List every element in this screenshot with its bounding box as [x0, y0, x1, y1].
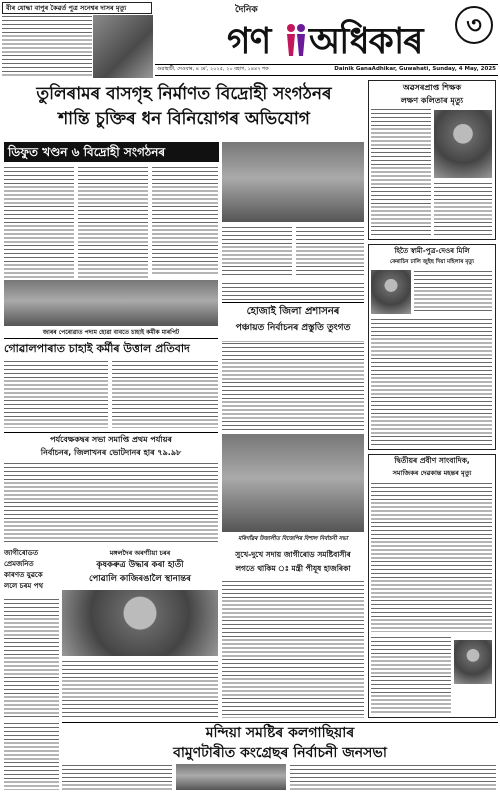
golakganj-story-title	[4, 340, 218, 358]
rally-photo	[222, 434, 364, 532]
lead-body-col4	[222, 226, 292, 278]
left-photo-caption	[4, 327, 218, 339]
left-story-photo	[4, 280, 218, 326]
nirbachan-title-line2: নিৰ্বাচনৰ, জিলাখনৰ ভোটদানৰ হাৰ ৭৯.৯৮	[40, 448, 182, 457]
elephant-photo	[62, 590, 218, 656]
sidebar-mid-portrait	[371, 270, 411, 314]
sidebar-top-body	[371, 108, 431, 236]
left-photo-caption-text: জাৰৰ পেৰোৱাত পদাম হোৱা বাবতে চাহাই কৰ্মীক মাৰপিট	[42, 329, 180, 336]
nirbachan-title-line1: পৰ্যবেক্ষকদ্বৰ সভা সমাপ্তি প্ৰথম পৰ্যায়ৰ	[50, 435, 172, 444]
sidebar-bottom-title-line2: সমাজিকৰ দেৱকান্ত মহন্তৰ মৃত্যু	[392, 469, 472, 477]
sidebar-bottom-title-line1: দ্বিতীয়ৰ প্ৰবীণ সাংবাদিক,	[394, 456, 470, 465]
masthead-left-text-block	[2, 15, 92, 78]
jagi-story-title	[222, 548, 364, 578]
bottom-body-col2	[290, 764, 496, 790]
lead-subhead-text: ডিফুত খণ্ডন ৬ বিদ্ৰোহী সংগঠনৰ	[8, 145, 166, 159]
jagi-title-line1: সুখে-দুখে সদায় জাগীৰোড সমষ্টিবাসীৰ	[235, 550, 351, 559]
sidebar-mid-title-line1: হিতৈ স্বামী-পুত্ৰ-দেওৰ মিলি	[394, 247, 470, 255]
masthead-dateline	[155, 64, 498, 76]
small-story-line3: কাৰণত যুৱকে	[4, 571, 43, 579]
sidebar-bottom-body-b	[371, 636, 451, 714]
bottom-body-col1	[62, 764, 172, 790]
sidebar-bottom-portrait	[454, 640, 492, 684]
masthead-logo	[155, 0, 455, 62]
golakganj-body-col1	[4, 360, 108, 428]
sidebar-mid-body-a	[414, 270, 492, 314]
hojai-title-line1: হোজাই জিলা প্ৰশাসনৰ	[246, 306, 340, 317]
hojai-body	[222, 342, 364, 430]
dateline-left: গুৱাহাটী, দেওবাৰ, ৪ মে', ২০২৫, ২০ বহাগ, ১৪৪৭ শক	[157, 66, 269, 72]
rally-photo-caption	[222, 534, 364, 544]
jagi-title-line2: লগতে থাকিম ঃ মন্ত্ৰী পীযূষ হাজৰিকা	[235, 564, 351, 573]
jagi-body	[222, 580, 364, 718]
masthead-top-box-text: বীৰ যোদ্ধা বাপুৰ কৈৱৰ্ত পুত্ৰ সনেশ্বৰ দাসৰ মৃত্যু	[6, 4, 127, 12]
bottom-story-title	[62, 722, 498, 763]
nirbachan-body	[4, 462, 218, 542]
sidebar-bottom-body-a	[371, 482, 492, 632]
small-story-title	[4, 548, 59, 596]
lead-body-col5	[296, 226, 364, 278]
elephant-story-title	[62, 548, 218, 588]
small-story-body	[4, 598, 59, 718]
masthead-small-label: দৈনিক	[235, 5, 258, 15]
small-story-line4: ললে চৰম পথ	[4, 582, 44, 590]
page-number-badge	[455, 6, 493, 44]
masthead-left-photo	[93, 15, 153, 78]
golakganj-title-text: গোৱালপাৰাত চাহাই কৰ্মীৰ উত্তাল প্ৰতিবাদ	[4, 342, 190, 355]
rally-caption-text: মৰিগাঁৱৰ উজালীত বিজেপিৰ বিশাল নিৰ্বাচনী সভা	[238, 536, 348, 542]
sidebar-top-body-lower	[434, 182, 492, 236]
masthead-name-part2: অধিকাৰ	[309, 21, 423, 62]
lead-headline	[4, 82, 364, 140]
small-story-line2: প্ৰেমজনিত	[4, 560, 34, 568]
masthead-figure-icon	[285, 22, 307, 56]
elephant-body	[62, 660, 218, 718]
lead-photo	[222, 142, 364, 222]
hojai-story-title	[222, 302, 364, 339]
hojai-title-line2: পঞ্চায়ত নিৰ্বাচনৰ প্ৰস্তুতি তুংগত	[235, 323, 351, 333]
page-number: ৩	[466, 11, 482, 39]
lead-subhead	[4, 142, 219, 162]
elephant-kicker: মঙ্গলদৈৰ অৰণ্যীয়া চৰৰ	[109, 549, 171, 557]
sidebar-top-portrait	[434, 110, 492, 178]
sidebar-top-title-line1: অৱসৰপ্ৰাপ্ত শিক্ষক	[402, 83, 462, 92]
bottom-title-line1: মন্দিয়া সমষ্টিৰ কলগাছিয়াৰ	[205, 725, 355, 741]
masthead-name-part1: গণ	[227, 21, 271, 62]
bottom-title-line2: বামুণটাৰীত কংগ্ৰেছৰ নিৰ্বাচনী জনসভা	[173, 745, 387, 761]
golakganj-body-col2	[112, 360, 218, 428]
masthead-top-box	[2, 2, 152, 14]
small-story-line1: জাগীৰোডত	[4, 549, 39, 557]
nirbachan-story-title	[4, 432, 218, 461]
lead-body-col3	[152, 166, 218, 276]
lead-headline-line2: শান্তি চুক্তিৰ ধন বিনিয়োগৰ অভিযোগ	[58, 109, 310, 129]
lead-headline-line1: তুলিৰামৰ বাসগৃহ নিৰ্মাণত বিদ্ৰোহী সংগঠনৰ	[36, 84, 332, 104]
elephant-title-line1: কৃষকৰুত্ৰ উদ্ধাৰ কৰা হাতী	[96, 560, 184, 570]
elephant-title-line2: পোৱালি কাজিৰঙালৈ স্থানান্তৰ	[89, 574, 191, 584]
sidebar-top-title-line2: লক্ষণ কলিতাৰ মৃত্যু	[400, 96, 464, 105]
sidebar-mid-title-line2: কেৰাচিন ঢালি জুইছ দিয়া মহিলাৰ মৃত্যু	[389, 259, 475, 265]
sidebar-mid-body-b	[371, 318, 492, 446]
dateline-right: Dainik GanaAdhikar, Guwahati, Sunday, 4 May, 2025	[334, 66, 496, 72]
bottom-left-col	[4, 722, 59, 790]
bottom-photo	[176, 764, 286, 790]
